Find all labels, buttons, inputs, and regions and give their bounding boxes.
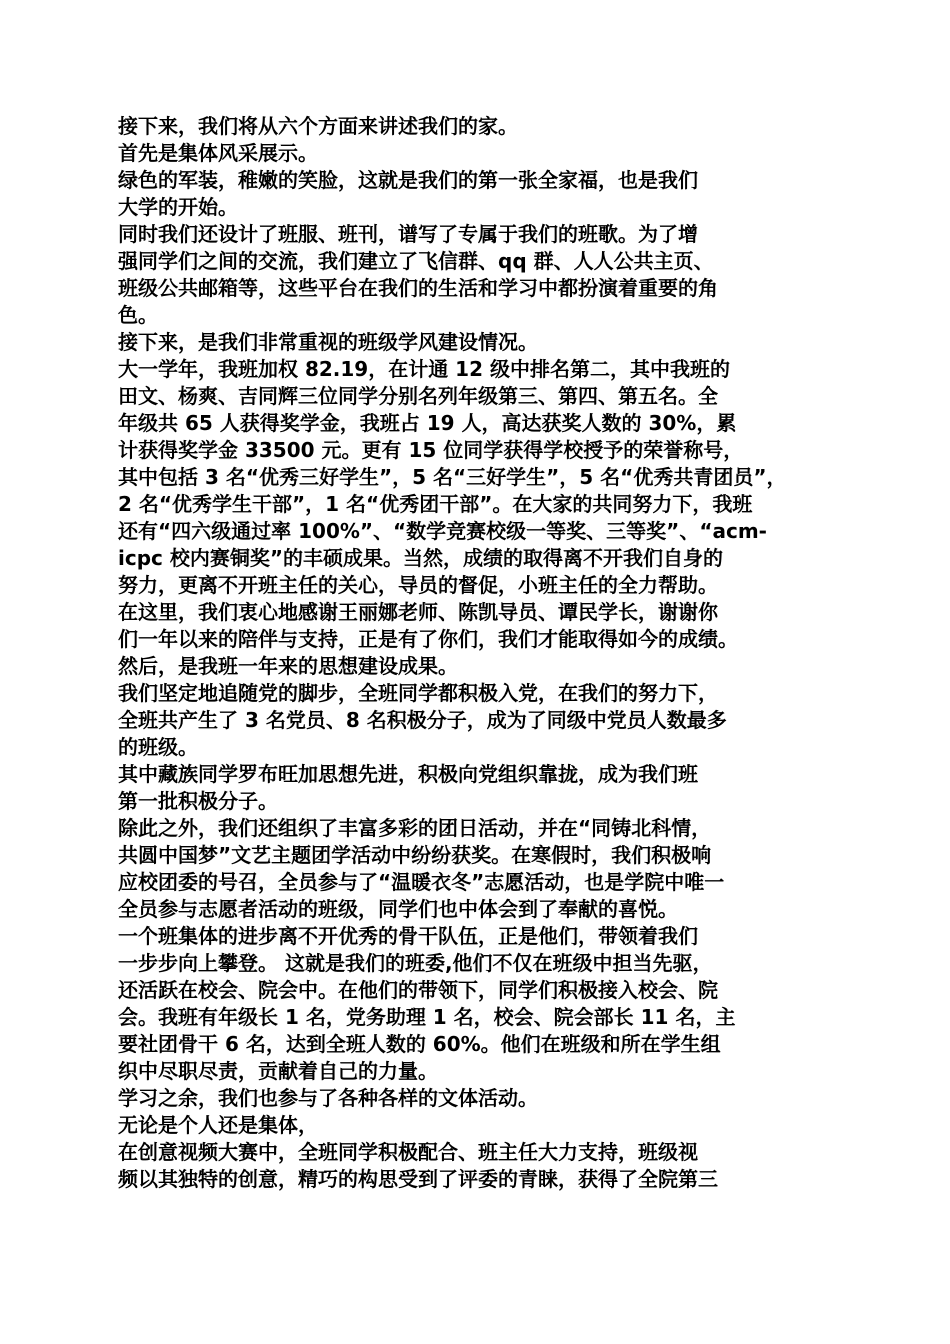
paragraph: 同时我们还设计了班服、班刊，谱写了专属于我们的班歌。为了增 强同学们之间的交流，我们建立了飞信群、qq 群、人人公共主页、 班级公共邮箱等，这些平台在我们的生活和学习中都扮演着重要的角 色。 bbox=[118, 222, 718, 327]
paragraph: 无论是个人还是集体， bbox=[118, 1113, 318, 1137]
paragraph: 其中藏族同学罗布旺加思想先进，积极向党组织靠拢，成为我们班 第一批积极分子。 bbox=[118, 762, 698, 813]
paragraph: 我们坚定地追随党的脚步，全班同学都积极入党，在我们的努力下， 全班共产生了 3 名党员、8 名积极分子，成为了同级中党员人数最多 的班级。 bbox=[118, 681, 727, 759]
paragraph: 首先是集体风采展示。 bbox=[118, 141, 318, 165]
paragraph: 学习之余，我们也参与了各种各样的文体活动。 bbox=[118, 1086, 538, 1110]
paragraph: 除此之外，我们还组织了丰富多彩的团日活动，并在“同铸北科情， 共圆中国梦”文艺主题团学活动中纷纷获奖。在寒假时，我们积极响 应校团委的号召，全员参与了“温暖衣冬”志愿活动，也是学院中唯一 全员参与志愿者活动的班级，同学们也中体会到了奉献的喜悦。 bbox=[118, 816, 725, 921]
paragraph: 在创意视频大赛中，全班同学积极配合、班主任大力支持，班级视 频以其独特的创意，精巧的构思受到了评委的青睐，获得了全院第三 bbox=[118, 1140, 718, 1191]
paragraph: 绿色的军装，稚嫩的笑脸，这就是我们的第一张全家福，也是我们 大学的开始。 bbox=[118, 168, 698, 219]
paragraph: 大一学年，我班加权 82.19，在计通 12 级中排名第二，其中我班的 田文、杨爽、吉同辉三位同学分别名列年级第三、第四、第五名。全 年级共 65 人获得奖学金，我班占 19 人，高达获奖人数的 30%，累 计获得奖学金 33500 元。更有 15 位同学获得学校授予的荣誉称号， 其中包括 3 名“优秀三好学生”，5 名“三好学生”，5 名“优秀共青团员”， 2 名“优秀学生干部”，1 名“优秀团干部”。在大家的共同努力下，我班 还有“四六级通过率 100%”、“数学竞赛校级一等奖、三等奖”、“acm- icpc 校内赛铜奖”的丰硕成果。当然，成绩的取得离不开我们自身的 努力，更离不开班主任的关心，导员的督促，小班主任的全力帮助。 在这里，我们衷心地感谢王丽娜老师、陈凯导员、谭民学长，谢谢你 们一年以来的陪伴与支持，正是有了你们，我们才能取得如今的成绩。 bbox=[118, 357, 787, 651]
paragraph: 接下来，是我们非常重视的班级学风建设情况。 bbox=[118, 330, 538, 354]
paragraph: 然后，是我班一年来的思想建设成果。 bbox=[118, 654, 458, 678]
document-body bbox=[118, 113, 850, 1193]
paragraph: 一个班集体的进步离不开优秀的骨干队伍，正是他们，带领着我们 一步步向上攀登。 这就是我们的班委,他们不仅在班级中担当先驱， 还活跃在校会、院会中。在他们的带领下，同学们积极接入校会、院 会。我班有年级长 1 名，党务助理 1 名，校会、院会部长 11 名，主 要社团骨干 6 名，达到全班人数的 60%。他们在班级和所在学生组 织中尽职尽责，贡献着自己的力量。 bbox=[118, 924, 736, 1083]
paragraph: 接下来，我们将从六个方面来讲述我们的家。 bbox=[118, 114, 518, 138]
